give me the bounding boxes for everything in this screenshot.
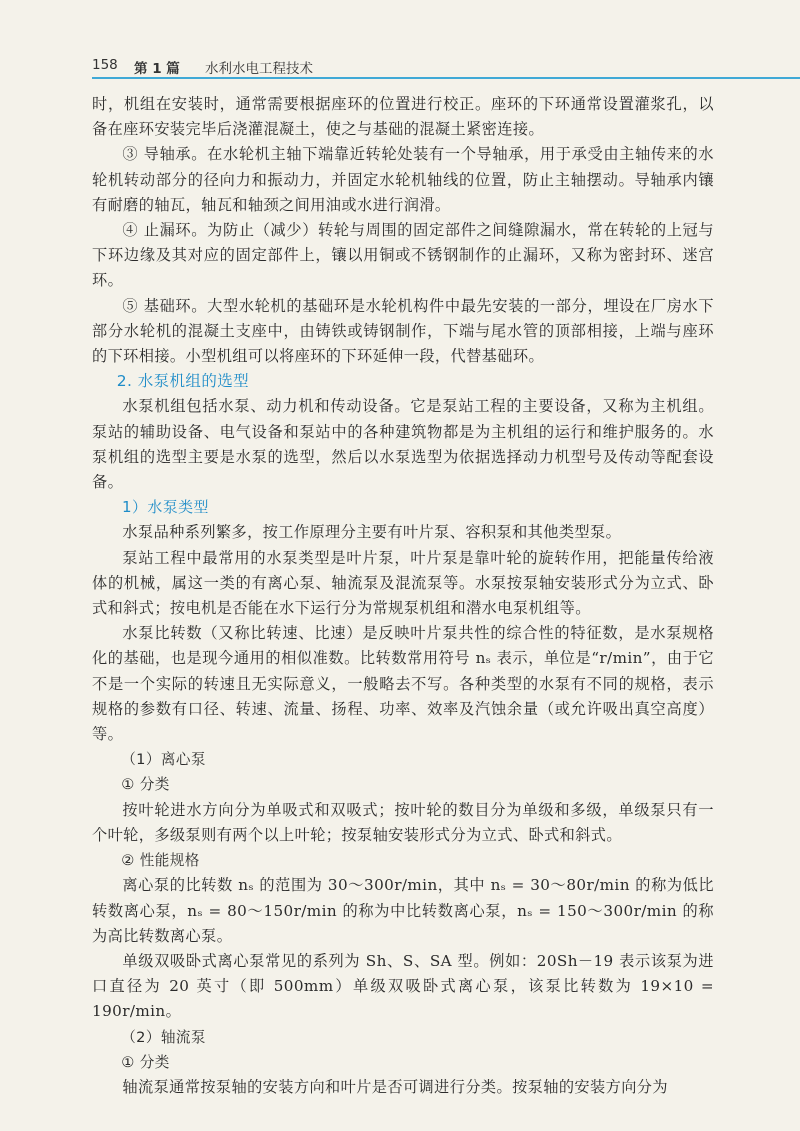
- page-number: 158: [92, 57, 118, 73]
- subsection-heading: 1）水泵类型: [122, 498, 209, 517]
- paragraph: 泵站工程中最常用的水泵类型是叶片泵，叶片泵是靠叶轮的旋转作用，把能量传给液体的机械，属这一类的有离心泵、轴流泵及混流泵等。水泵按泵轴安装形式分为立式、卧式和斜式；按电机是否能在水下运行分为常规泵机组和潜水电泵机组等。: [92, 548, 714, 618]
- paragraph: 轴流泵通常按泵轴的安装方向和叶片是否可调进行分类。按泵轴的安装方向分为: [122, 1077, 668, 1096]
- list-heading: ① 分类: [121, 776, 170, 794]
- list-heading: （2）轴流泵: [121, 1028, 206, 1046]
- paragraph: ③ 导轴承。在水轮机主轴下端靠近转轮处装有一个导轴承，用于承受由主轴传来的水轮机转动部分的径向力和振动力，并固定水轮机轴线的位置，防止主轴摆动。导轴承内镶有耐磨的轴瓦，轴瓦和轴颈之间用油或水进行润滑。: [92, 145, 714, 214]
- paragraph: 水泵品种系列繁多，按工作原理分主要有叶片泵、容积泵和其他类型泵。: [122, 523, 622, 542]
- list-heading: ② 性能规格: [121, 852, 200, 870]
- paragraph: ⑤ 基础环。大型水轮机的基础环是水轮机构件中最先安装的一部分，埋设在厂房水下部分水轮机的混凝土支座中，由铸铁或铸钢制作，下端与尾水管的顶部相接，上端与座环的下环相接。小型机组可以将座环的下环延伸一段，代替基础环。: [92, 296, 714, 366]
- paragraph: ④ 止漏环。为防止（减少）转轮与周围的固定部件之间缝隙漏水，常在转轮的上冠与下环边缘及其对应的固定部件上，镶以用铜或不锈钢制作的止漏环，又称为密封环、迷宫环。: [92, 221, 714, 290]
- paragraph: 时，机组在安装时，通常需要根据座环的位置进行校正。座环的下环通常设置灌浆孔，以备在座环安装完毕后浇灌混凝土，使之与基础的混凝土紧密连接。: [92, 95, 714, 139]
- part-title: 水利水电工程技术: [205, 61, 313, 77]
- list-heading: （1）离心泵: [121, 751, 206, 769]
- paragraph: 单级双吸卧式离心泵常见的系列为 Sh、S、SA 型。例如：20Sh－19 表示该泵为进口直径为 20 英寸（即 500mm）单级双吸卧式离心泵，该泵比转数为 19×10 = 190r/min。: [92, 951, 714, 1021]
- paragraph: 按叶轮进水方向分为单吸式和双吸式；按叶轮的数目分为单级和多级，单级泵只有一个叶轮，多级泵则有两个以上叶轮；按泵轴安装形式分为立式、卧式和斜式。: [92, 800, 714, 844]
- page-body: [92, 92, 714, 1100]
- paragraph: 水泵机组包括水泵、动力机和传动设备。它是泵站工程的主要设备，又称为主机组。泵站的辅助设备、电气设备和泵站中的各种建筑物都是为主机组的运行和维护服务的。水泵机组的选型主要是水泵的选型，然后以水泵选型为依据选择动力机型号及传动等配套设备。: [92, 397, 714, 492]
- header-rule: [92, 77, 800, 79]
- paragraph: 水泵比转数（又称比转速、比速）是反映叶片泵共性的综合性的特征数，是水泵规格化的基础，也是现今通用的相似准数。比转数常用符号 nₛ 表示，单位是“r/min”，由于它不是一个实际的转速且无实际意义，一般略去不写。各种类型的水泵有不同的规格，表示规格的参数有口径、转速、流量、扬程、功率、效率及汽蚀余量（或允许吸出真空高度）等。: [92, 624, 714, 744]
- list-heading: ① 分类: [121, 1053, 170, 1071]
- part-label: 第 1 篇: [134, 61, 180, 77]
- section-heading: 2. 水泵机组的选型: [116, 372, 250, 391]
- paragraph: 离心泵的比转数 nₛ 的范围为 30～300r/min，其中 nₛ = 30～80r/min 的称为低比转数离心泵，nₛ = 80～150r/min 的称为中比转数离心泵，nₛ = 150～300r/min 的称为高比转数离心泵。: [92, 876, 714, 945]
